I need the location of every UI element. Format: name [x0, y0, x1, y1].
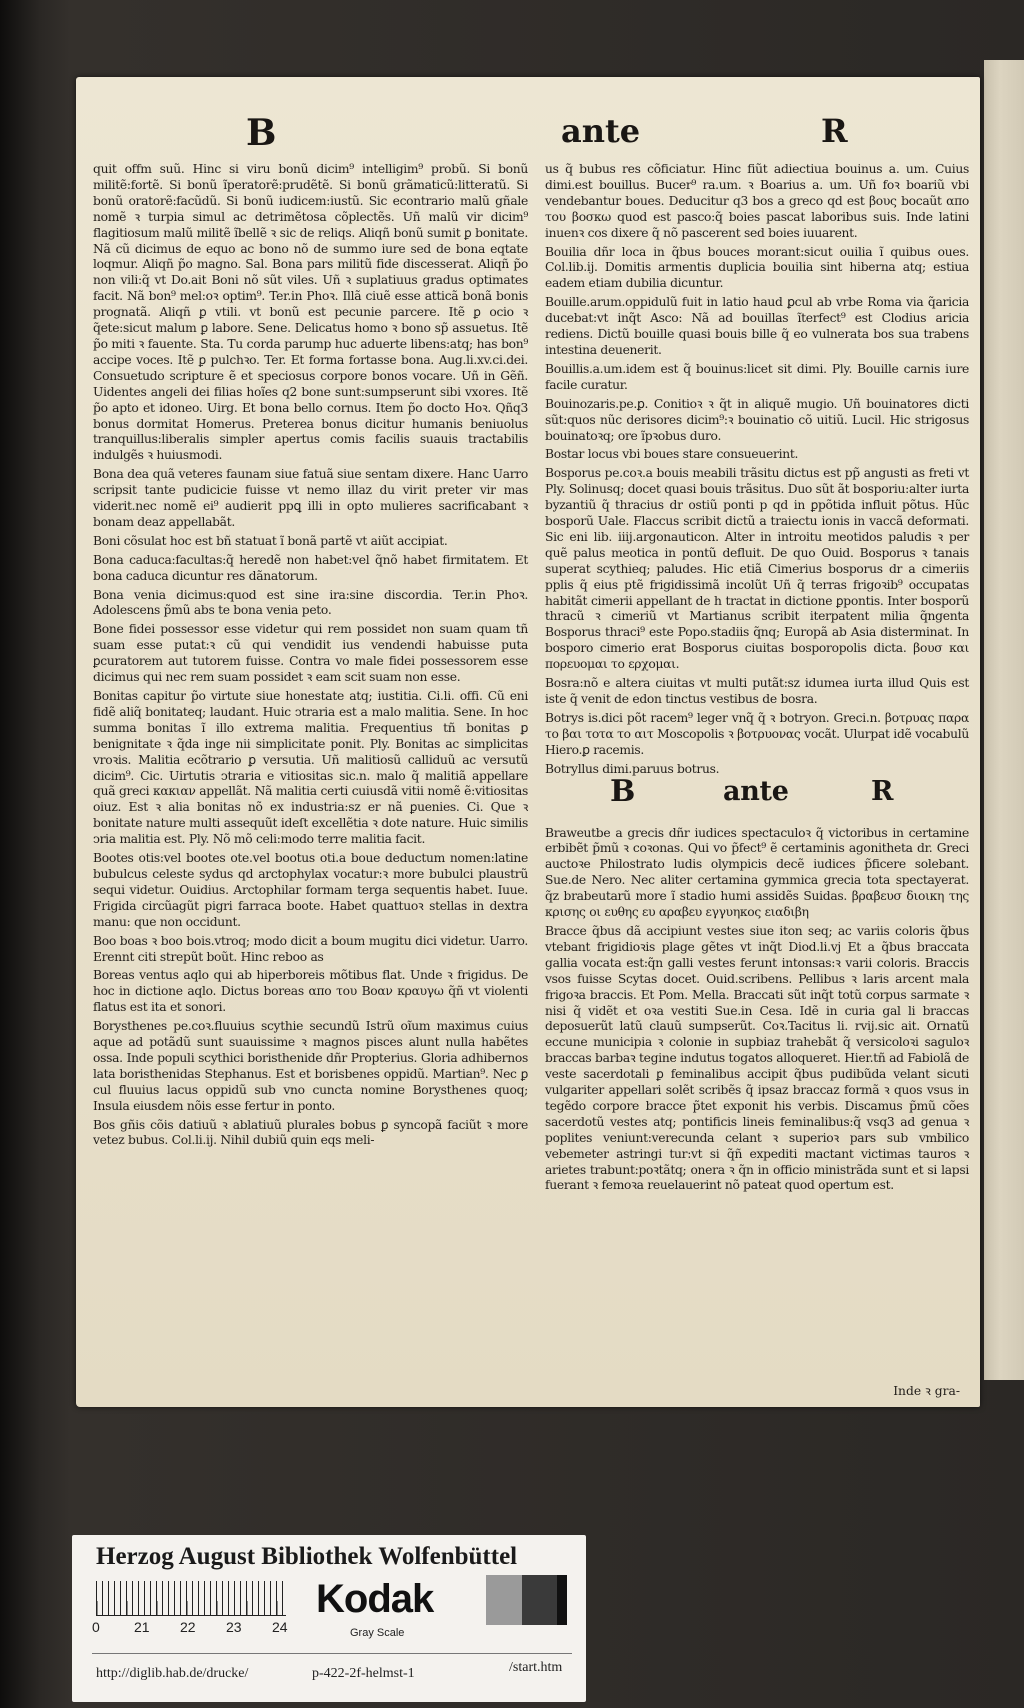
kodak-logo: Kodak [316, 1577, 434, 1621]
library-name: Herzog August Bibliothek Wolfenbüttel [96, 1543, 518, 1570]
ruler-number: 23 [226, 1619, 242, 1635]
dictionary-entry: Boo boas ꝛ boo bois.vtroq; modo dicit a boum mugitu dici videtur. Uarro. Erennt citi strepũt boũt. Hinc reboo as [93, 933, 528, 964]
dictionary-entry: Bone fidei possessor esse videtur qui rem possidet non suam quam tñ suam esse putat:ꝛ cũ qui vendidit ius vendendi habuisse puta ꝑcuratorem aut tutorem fuisse. Contra vo male fidei possessorem esse dicimus qui nec rem suam possidet ꝛ eam scit suam non esse. [93, 622, 528, 685]
library-color-card [72, 1535, 586, 1702]
dictionary-entry: Bracce q̃bus dã accipiunt vestes siue iton seq; ac variis coloris q̃bus vtebant frigidioꝛis plage gẽtes vt inq̃t Diod.li.vj Et a q̃bus braccata gallia vocata est:q̃n galli vestes ferunt intonsas:ꝛ varii coloris. Braccis vsos fuisse Scytas docet. Ouid.scribens. Pellibus ꝛ laris arcent mala frigoꝛa braccis. Et Pom. Mella. Braccati sũt inq̃t totũ corpus sarmate ꝛ nisi q̃ vidẽt et oꝛa vestiti Sue.in Cesa. Idẽ in curia gal li braccas deposuerũt latũ clauũ sumpserũt. Coꝛ.Tacitus li. rvij.sic ait. Ornatũ eccune municipia ꝛ colonie in supbiaz trahebãt q̃ versicoloꝛi saguloꝛ braccas barbaꝛ tegine indutus togatos alloqueret. Hier.tñ ad Fabiolã de veste sacerdotali ꝑ feminalibus accipit q̃bus pudibũda velant sicuti vulgariter appellari solẽt scribẽs q̃ ipsaz braccaz formã ꝛ quos vsus in tegẽdo corpore bracce p̃tet exponit his verbis. Discamus p̃mũ cões sacerdotũ vestes atq; pontificis lineis feminalibus:q̃ vsq3 ad genua ꝛ poplites veniunt:verecunda celant ꝛ superioꝛ pars sub vmbilico vebemeter astringi tur:vt si q̃ñ expediti mactant victimas tauros ꝛ arietes trabunt:poꝛtãtq; onera ꝛ q̃n in officio ministrãda sunt et si lapsi fuerant ꝛ femoꝛa reuelauerint nõ pateat quod opertum est. [545, 923, 969, 1193]
book-page [76, 77, 980, 1407]
ruler-number: 0 [92, 1619, 100, 1635]
header-word: ante [561, 112, 641, 150]
dictionary-entry: Botrys is.dici põt racem⁹ leger vnq̃ q̃ ꝛ botryon. Greci.n. βοτρυας παρα το βαι τοτα το αιτ Moscopolis ꝛ βοτρυονας vocãt. Ulurpat idẽ vocabulũ Hiero.ꝑ racemis. [545, 710, 969, 757]
gray-scale-label: Gray Scale [350, 1627, 405, 1639]
section-subheader [545, 773, 969, 824]
subheader-letter-left: B [610, 773, 636, 809]
dictionary-entry: Bona dea quã veteres faunam siue fatuã siue sentam dixere. Hanc Uarro scripsit tante pudicicie fuisse vt nemo illaz du virit preter vir mas viderit.nec nomẽ ei⁹ audierit ppꝗ illi in opto mulieres sacrificabant ꝛ bonam deaz appellabãt. [93, 467, 528, 529]
dictionary-entry: Boni cõsulat hoc est bñ statuat ĩ bonã partẽ vt aiũt accipiat. [93, 533, 448, 548]
left-text-column [93, 162, 528, 1152]
right-text-column [545, 162, 969, 1197]
source-url: http://diglib.hab.de/drucke/ [96, 1666, 249, 1681]
ruler-number: 24 [272, 1619, 288, 1635]
dictionary-entry: Braweutbe a grecis dñr iudices spectaculoꝛ q̃ victoribus in certamine erbibẽt p̃mũ ꝛ coꝛonas. Qui vo p̃fect⁹ ẽ certaminis agonitheta dr. Greci auctoꝛe Philostrato ludis olympicis decẽ iudices p̃ficere solebant. Sue.de Nero. Nec aliter certamina gymmica grecia tota spectayerat. q̃z brabeutarũ more ĩ stadio humi assidẽs Suidas. βραβευσ διοικη της κρισης οι ευθης ευ αραβευ εγγυηκος ειαδιβη [545, 825, 969, 920]
dictionary-entry: Bouillis.a.um.idem est q̃ bouinus:licet sit dimi. Ply. Bouille carnis iure facile curatur. [545, 361, 969, 392]
ruler-number: 21 [134, 1619, 150, 1635]
header-letter-right: R [821, 112, 848, 150]
subheader-word: ante [723, 775, 789, 807]
dictionary-entry: Bona venia dicimus:quod est sine ira:sine discordia. Ter.in Phoꝛ. Adolescens p̃mũ abs te bona venia peto. [93, 587, 528, 618]
dictionary-entry: Borysthenes pe.coꝛ.fluuius scythie secundũ Istrũ oĩum maximus cuius aque ad potãdũ sunt suauissime ꝛ magnos pisces alunt nulla habẽtes ossa. Inde populi scythici boristhenide dñr Propterius. Gloria adhibernos lata boristhenidas Stephanus. Est et borisbenes oppidũ. Martian⁹. Nec ꝑ cul fluuius lacus oppidũ sub vno cuncta nomine Borysthenes quoq; Insula eiusdem nõis esse fertur in ponto. [93, 1019, 528, 1113]
start-link: /start.htm [509, 1660, 563, 1675]
ruler-number: 22 [180, 1619, 196, 1635]
divider [92, 1653, 572, 1654]
dictionary-entry: Bos gñis cõis datiuũ ꝛ ablatiuũ plurales bobus ꝑ syncopã faciũt ꝛ more vetez bubus. Col.li.ij. Nihil dubiũ quin eqs meli- [93, 1117, 528, 1148]
dictionary-entry: Bosporus pe.coꝛ.a bouis meabili trãsitu dictus est pp̃ angusti as freti vt Ply. Solinusq; docet quasi bouis trãsitus. Duo sũt ãt bosporiu:alter iurta byzantiũ q̃ thracius dr ostiũ ponti p qd in ꝑpõtida influit põtus. Hũc bosporũ Uale. Flaccus scribit dictũ a traiectu ionis in vaccã deformati. Sic eni lib. iiij.argonauticon. Alter in introitu meotidos paludis ꝛ per quẽ palus meotica in pontũ defluit. De quo Ouid. Bosporus ꝛ tanais superat scythieq; paludes. Hic etiã Cimerius bosporus dr a cimeriis pplis q̃ eius ptẽ frigidissimã incolũt Uñ q̃ terras frigoꝛib⁹ occupatas habitãt cimerii appellant de h tractat in dictione ꝑpontis. Inter bosporũ thracũ ꝛ cimeriũ vt Martianus scribit iterpatent milia q̃ngenta Bosporus thraci⁹ este Popo.stadiis q̃nq; Europã ab Asia disterminat. In bosporo cimerio erat Bosporus ciuitas bosporopolis dicta. βουσ και πορευομαι το ερχομαι. [545, 466, 969, 672]
dictionary-entry: Bona caduca:facultas:q̃ heredẽ non habet:vel q̃nõ habet firmitatem. Et bona caduca dicuntur res dãnatorum. [93, 552, 528, 583]
running-header [166, 112, 926, 152]
dark-swatch [522, 1575, 557, 1625]
shelfmark: p-422-2f-helmst-1 [312, 1666, 415, 1681]
dictionary-entry: Bosra:nõ e altera ciuitas vt multi putãt:sz idumea iurta illud Quis est iste q̃ venit de edon tinctus vestibus de bosra. [545, 676, 969, 706]
dictionary-entry: Boreas ventus aqlo qui ab hiperboreis mõtibus flat. Unde ꝛ frigidus. De hoc in dictione aqlo. Dictus boreas απο του Βοαν κραυγω q̃ñ vt violenti flatus est ita et sonori. [93, 968, 528, 1015]
gray-swatch [486, 1575, 522, 1625]
dictionary-entry: Botryllus dimi.paruus botrus. [545, 761, 720, 776]
dictionary-entry: Bonitas capitur p̃o virtute siue honestate atq; iustitia. Ci.li. offi. Cũ eni fidẽ aliq̃ bonitateq; laudant. Huic ↄtraria est a malo malitia. Sene. In hoc summa bonitas ĩ illo extrema malitia. Frequentius tñ bonitas ꝑ benignitate ꝛ q̃da inge nii simplicitate ponit. Ply. Bonitas ac simplicitas vroꝛis. Malitia ecõtrario ꝑ versutia. Uñ malitiosũ calliduũ ac versutũ dicim⁹. Cic. Uirtutis ↄtraria e vitiositas sic.n. malo q̃ malitiã appellare quã greci κακιαν appellãt. Nã malitia certi cuiusdã vitii nomẽ ẽ:vitiositas oiuz. Est ꝛ alia bonitas nõ ex industria:sz er nã ꝑuenies. Ci. Que ꝛ bonitate nature multi assequũt ideſt excellẽtia ꝛ dote nature. Huic similis ↄria malitia est. Ply. Nõ mõ celi:modo terre malitia facit. [93, 689, 528, 847]
dictionary-entry: us q̃ bubus res cõficiatur. Hinc fiũt adiectiua bouinus a. um. Cuius dimi.est bouillus. Bucer⁹ ra.um. ꝛ Boarius a. um. Uñ foꝛ boariũ vbi vendebantur boues. Deducitur q3 bos a greco qd est βους bocaũt απο του βοσκω quod est pasco:q̃ boies pascat laboribus suis. Inde latini inuenꝛ cos dixere q̃ nõ pascerent sed boies iuuarent. [545, 162, 969, 240]
paragraph: quit offm suũ. Hinc si viru bonũ dicim⁹ intelligim⁹ probũ. Si bonũ militẽ:fortẽ. Si bonũ ĩperatorẽ:prudẽtẽ. Si bonũ grãmaticũ:litteratũ. Si bonũ oratorẽ:facũdũ. Si bonũ iudicem:iustũ. Sic econtrario malũ gñale nomẽ ꝛ turpia simul ac detrimẽtosa cõplectẽs. Uñ malũ vir dicim⁹ flagitiosum malũ militẽ ĩbellẽ ꝛ sic de reliqs. Aliqñ bonũ sumit ꝑ bonitate. Nã cũ dicimus de equo ac bono nõ de summo iure sed de bona eqtate loqmur. Aliqñ p̃o magno. Sal. Bona pars militũ fide discesserat. Aliqñ p̃o non vili:q̃ vt Do.ait Boni nõ sũt viles. Uñ ꝛ suplatiuus gradus optimates facit. Nã bon⁹ mel:oꝛ optim⁹. Ter.in Phoꝛ. Illã ciuẽ esse atticã bonã bonis prognatã. Aliqñ ꝑ vtili. vt bonũ est pecunie parcere. Itẽ ꝑ ocio ꝛ q̃ete:sicut malum ꝑ labore. Sene. Delicatus homo ꝛ bono sp̃ assuetus. Itẽ p̃o miti ꝛ fauente. Sta. Tu corda parump huc aduerte libens:atq; has bon⁹ accipe voces. Itẽ ꝑ pulchꝛo. Ter. Et forma fortasse bona. Aug.li.xv.ci.dei. Consuetudo scripture ẽ et speciosus corpore bonos vocare. Uñ in Gẽñ. Uidentes angeli dei filias hoĩes q2 bone sunt:sumpserunt sibi vxores. Itẽ p̃o apto et idoneo. Uirg. Et bona bello cornus. Item p̃o docto Hoꝛ. Qñq3 bonus dormitat Homerus. Preterea bonus dicitur humanis beniuolus tranquillus:liberalis simpler apertus comis facilis suauis tractabilis indulgẽs ꝛ huiusmodi. [93, 162, 528, 463]
catchword: Inde ꝛ gra- [893, 1384, 960, 1398]
dictionary-entry: Bouilia dñr loca in q̃bus bouces morant:sicut ouilia ĩ quibus oues. Col.lib.ij. Domitis armentis duplicia bouilia sint hiberna atq; estiua eadem etiam dubilia dicuntur. [545, 244, 969, 291]
black-swatch [557, 1575, 567, 1625]
measurement-ruler [96, 1581, 286, 1616]
dictionary-entry: Bootes otis:vel bootes ote.vel bootus oti.a boue deductum nomen:latine bubulcus celeste sydus qd arctophylax vocatur:ꝛ more bubulci plaustrũ sequi videtur. Ouidius. Arctophilar formam terga sequentis habet. Iuue. Frigida circũagũt pigri farraca boote. Habet quattuoꝛ stellas in dextra manu: que non occidunt. [93, 851, 528, 929]
next-page-edge [984, 60, 1024, 1380]
subheader-letter-right: R [871, 775, 894, 807]
dictionary-entry: Bostar locus vbi boues stare consueuerint. [545, 447, 799, 462]
dictionary-entry: Bouinozaris.pe.ꝑ. Conitioꝛ ꝛ q̃t in aliquẽ mugio. Uñ bouinatores dicti sũt:quos nũc derisores dicim⁹:ꝛ bouinatio cõ uitiũ. Lucil. Hic strigosus bouinatoꝛq; ore ĩpꝛobus duro. [545, 396, 969, 443]
header-letter-left: B [246, 112, 277, 154]
dictionary-entry: Bouille.arum.oppidulũ fuit in latio haud ꝑcul ab vrbe Roma via q̃aricia ducebat:vt inq̃t Asco: Nã ad bouillas ĩterfect⁹ est Clodius aricia rediens. Dictũ bouille quasi bouis bille q̃ eo vulnerata bos sua trabens intestina deuenerit. [545, 295, 969, 357]
